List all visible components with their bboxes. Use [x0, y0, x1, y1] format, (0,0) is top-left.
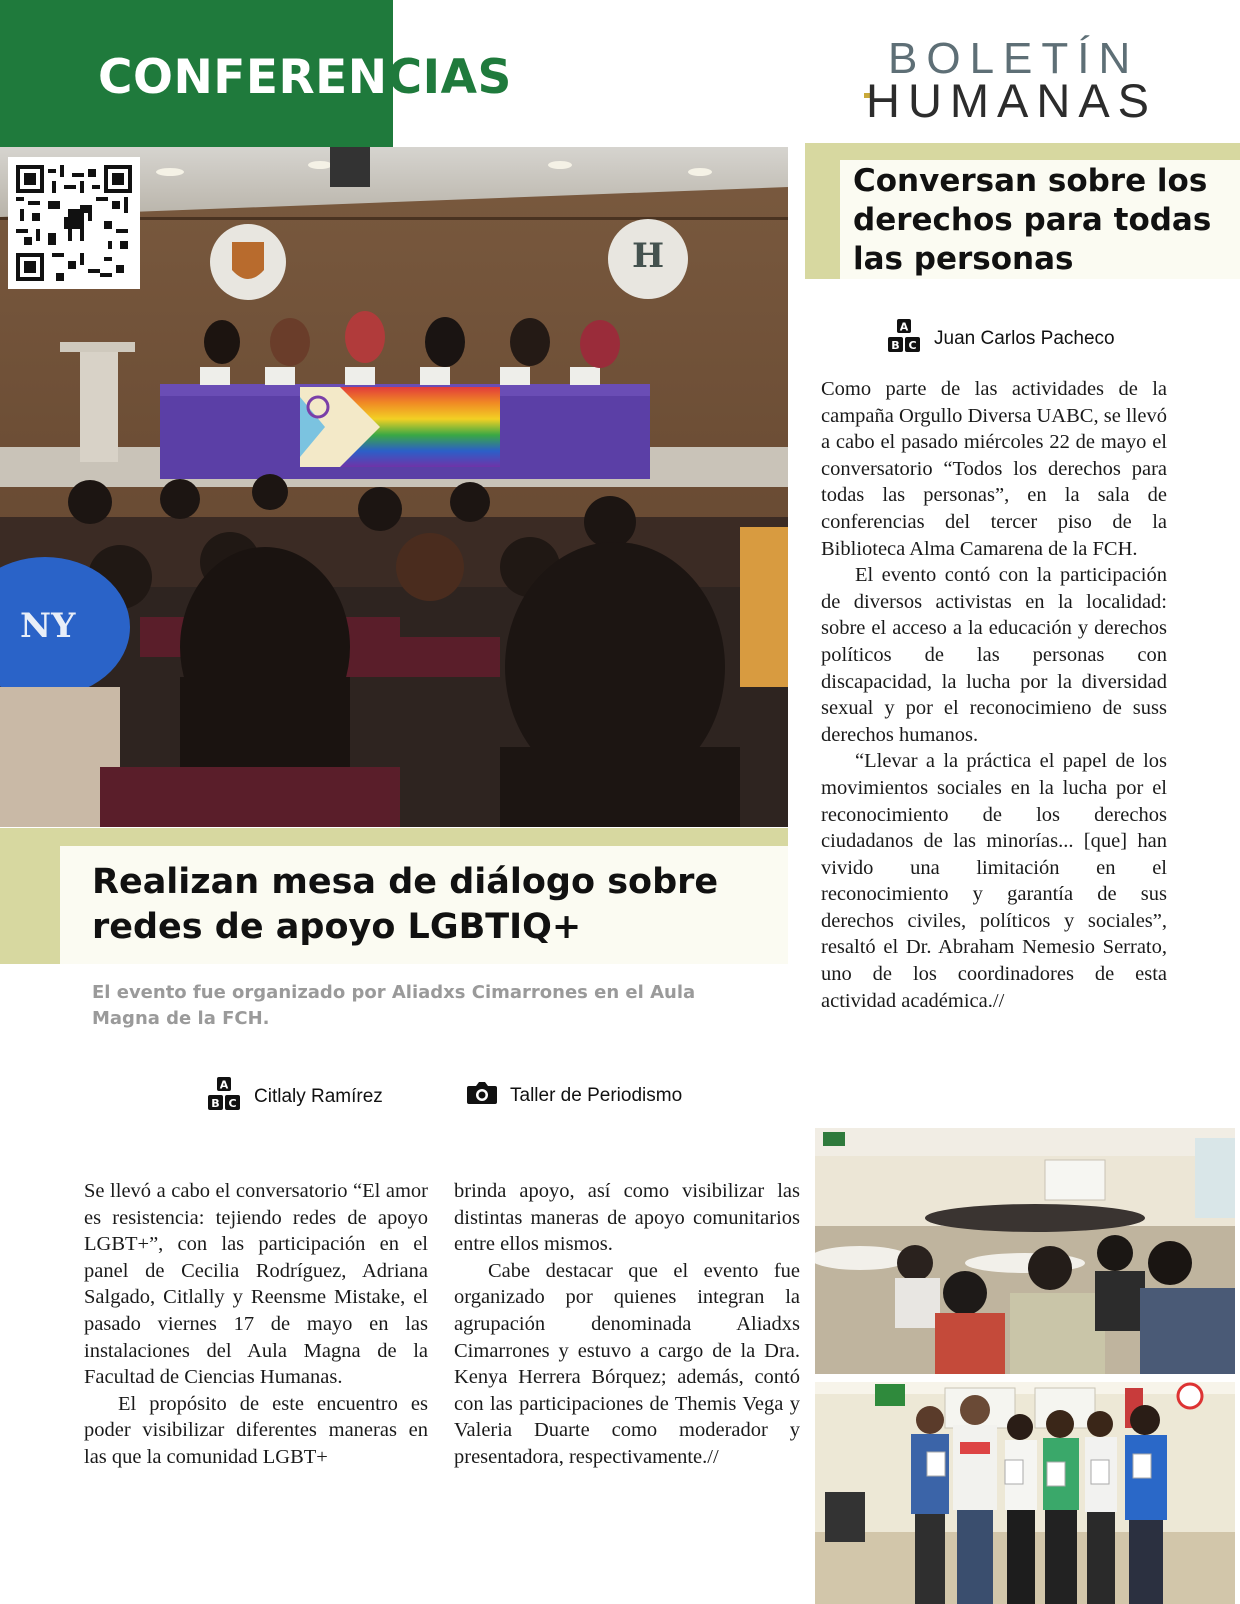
photo-credit-name: Taller de Periodismo: [510, 1085, 683, 1106]
logo-bottom-text: HUMANAS: [866, 74, 1158, 127]
paragraph: Se llevó a cabo el conversatorio “El amor es resistencia: tejiendo redes de apoyo LGBT+”, con las participación en el panel de Cecilia Rodríguez, Adriana Salgado, Citlally y Reensme Mistake, el pasado viernes 17 de mayo en las instalaciones del Aula Magna de la Facultad de Ciencias Humanas.: [84, 1180, 428, 1389]
side-article-title: Conversan sobre los derechos para todas las personas: [853, 163, 1212, 277]
svg-text:B: B: [891, 339, 900, 352]
photo-credit: [466, 1080, 682, 1112]
section-title: [98, 48, 512, 108]
qr-code[interactable]: [8, 157, 140, 289]
section-title-part2: CIAS: [387, 50, 512, 105]
paragraph: “Llevar a la práctica el papel de los movimientos sociales en la lucha por el reconocimiento de los derechos ciudadanos de las minorías... [que] han vivido una limitación en el reconocimiento y garantía de sus derechos civiles, políticos y sociales”, resaltó el Dr. Abraham Nemesio Serrato, uno de los coordinadores de esta actividad académica.//: [821, 750, 1167, 1012]
main-author-name: Citlaly Ramírez: [254, 1086, 383, 1107]
side-article-body: [821, 376, 1167, 1014]
svg-text:B: B: [211, 1097, 220, 1110]
section-title-part1: CONFEREN: [98, 50, 388, 105]
side-author-credit: [886, 318, 1115, 360]
svg-text:A: A: [219, 1078, 229, 1092]
paragraph: brinda apoyo, así como visibilizar las distintas maneras de apoyo comunitarios entre ellos mismos.: [454, 1180, 800, 1256]
main-author-credit: [206, 1076, 383, 1118]
boletin-humanas-logo: [866, 36, 1176, 126]
svg-text:H: H: [631, 236, 665, 276]
photo-group-certificates: [815, 1382, 1235, 1604]
photo-conference-room: [815, 1128, 1235, 1374]
main-article-column-2: [454, 1178, 800, 1471]
paragraph: El evento contó con la participación de diversos activistas en la localidad: sobre el acceso a la educación y derechos políticos de las personas con discapacidad, la lucha por la diversidad sexual y por el reconocimieno de suss derechos humanos.: [821, 564, 1167, 746]
abc-blocks-icon: [206, 1076, 242, 1118]
paragraph: El propósito de este encuentro es poder visibilizar diferentes maneras en las que la comunidad LGBT+: [84, 1392, 428, 1468]
svg-text:C: C: [228, 1097, 237, 1110]
svg-text:NY: NY: [20, 606, 76, 646]
side-author-name: Juan Carlos Pacheco: [934, 328, 1115, 349]
camera-icon: [466, 1080, 498, 1112]
logo-top-text: BOLETÍN: [888, 34, 1140, 83]
main-article-column-1: [84, 1178, 428, 1471]
main-article-subtitle: El evento fue organizado por Aliadxs Cimarrones en el Aula Magna de la FCH.: [92, 982, 696, 1029]
paragraph: Cabe destacar que el evento fue organizado por quienes integran la agrupación denominada Aliadxs Cimarrones y estuvo a cargo de la Dra. Kenya Herrera Bórquez; además, contó con las participaciones de Themis Vega y Valeria Duarte como moderador y presentadora, respectivamente.//: [454, 1259, 800, 1468]
svg-text:A: A: [899, 320, 909, 334]
abc-blocks-icon: [886, 318, 922, 360]
paragraph: Como parte de las actividades de la campaña Orgullo Diversa UABC, se llevó a cabo el pasado miércoles 22 de mayo el conversatorio “Todos los derechos para todas las personas”, en la sala de conferencias del tercer piso de la Biblioteca Alma Camarena de la FCH.: [821, 378, 1167, 560]
svg-text:C: C: [908, 339, 917, 352]
main-article-title: Realizan mesa de diálogo sobre redes de apoyo LGBTIQ+: [92, 862, 719, 947]
